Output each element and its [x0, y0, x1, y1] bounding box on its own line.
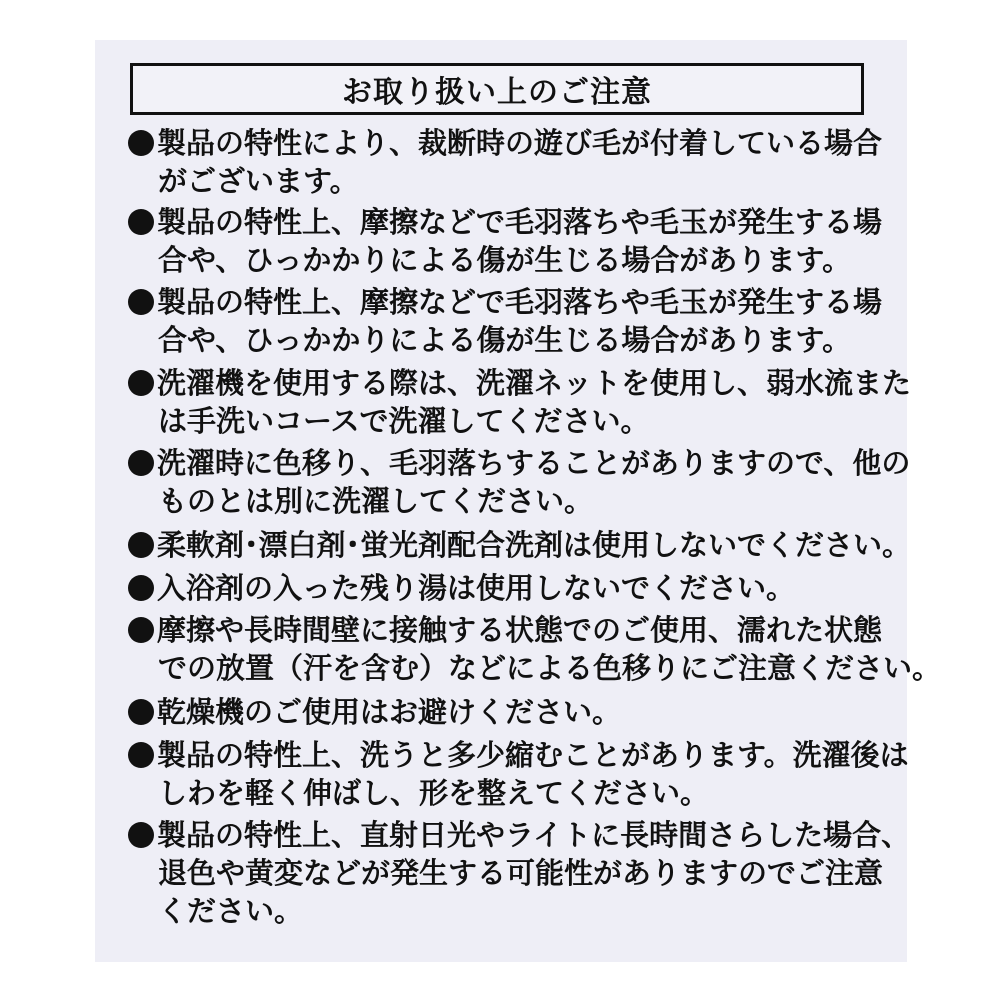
notice-item: [128, 736, 909, 812]
notice-line: [128, 402, 868, 440]
notice-text: 製品の特性上、直射日光やライトに長時間さらした場合、: [157, 818, 911, 852]
notice-text: 製品の特性上、摩擦などで毛羽落ちや毛玉が発生する場: [157, 285, 883, 319]
notice-item: [128, 693, 868, 731]
bullet-icon: [128, 209, 154, 235]
bullet-icon: [128, 617, 154, 643]
notice-line: [128, 162, 868, 200]
notice-item: [128, 283, 883, 359]
notice-line: [128, 693, 868, 731]
bullet-icon: [128, 822, 154, 848]
notice-text: 製品の特性上、摩擦などで毛羽落ちや毛玉が発生する場: [157, 205, 883, 239]
bullet-icon: [128, 699, 154, 725]
page-title: お取り扱い上のご注意: [342, 75, 652, 110]
notice-line: [128, 321, 868, 359]
notice-item: [128, 816, 911, 930]
notice-text: しわを軽く伸ばし、形を整えてください。: [158, 776, 710, 810]
notice-line: [128, 241, 868, 279]
notice-line: [128, 482, 868, 520]
notice-item: [128, 444, 911, 520]
notice-text: ください。: [158, 894, 304, 928]
notice-line: [128, 444, 911, 482]
notice-item: [128, 203, 883, 279]
notice-text: 合や、ひっかかりによる傷が生じる場合があります。: [158, 243, 852, 277]
notice-line: [128, 526, 912, 564]
notice-line: [128, 854, 884, 892]
notice-text: での放置（汗を含む）などによる色移りにご注意ください。: [158, 651, 942, 685]
notice-text: ものとは別に洗濯してください。: [158, 484, 594, 518]
notice-line: [128, 124, 883, 162]
notice-line: [128, 203, 883, 241]
bullet-icon: [128, 130, 154, 156]
title-box: [130, 63, 864, 115]
notice-line: [128, 569, 868, 607]
bullet-icon: [128, 370, 154, 396]
notice-line: [128, 283, 883, 321]
bullet-icon: [128, 532, 154, 558]
notice-line: [128, 364, 912, 402]
notice-text: 退色や黄変などが発生する可能性がありますのでご注意: [158, 856, 884, 890]
notice-line: [128, 611, 883, 649]
notice-item: [128, 526, 912, 564]
notice-line: [128, 892, 868, 930]
notice-text: 製品の特性上、洗うと多少縮むことがあります。洗濯後は: [157, 738, 909, 772]
notice-text: は手洗いコースで洗濯してください。: [158, 404, 650, 438]
notice-text: 合や、ひっかかりによる傷が生じる場合があります。: [158, 323, 852, 357]
bullet-icon: [128, 742, 154, 768]
notice-text: 柔軟剤･漂白剤･蛍光剤配合洗剤は使用しないでください。: [157, 528, 912, 562]
notice-item: [128, 611, 942, 687]
notice-item: [128, 364, 912, 440]
notice-text: がございます。: [158, 164, 359, 198]
notice-line: [128, 736, 909, 774]
notice-line: [128, 649, 942, 687]
notice-text: 製品の特性により、裁断時の遊び毛が付着している場合: [157, 126, 883, 160]
notice-text: 入浴剤の入った残り湯は使用しないでください。: [157, 571, 796, 605]
notice-line: [128, 774, 868, 812]
notice-item: [128, 569, 868, 607]
notice-text: 摩擦や長時間壁に接触する状態でのご使用、濡れた状態: [157, 613, 883, 647]
notice-item: [128, 124, 883, 200]
bullet-icon: [128, 289, 154, 315]
bullet-icon: [128, 575, 154, 601]
notice-text: 洗濯時に色移り、毛羽落ちすることがありますので、他の: [157, 446, 911, 480]
notice-text: 乾燥機のご使用はお避けください。: [157, 695, 622, 729]
notice-text: 洗濯機を使用する際は、洗濯ネットを使用し、弱水流また: [157, 366, 912, 400]
bullet-icon: [128, 450, 154, 476]
notice-line: [128, 816, 911, 854]
